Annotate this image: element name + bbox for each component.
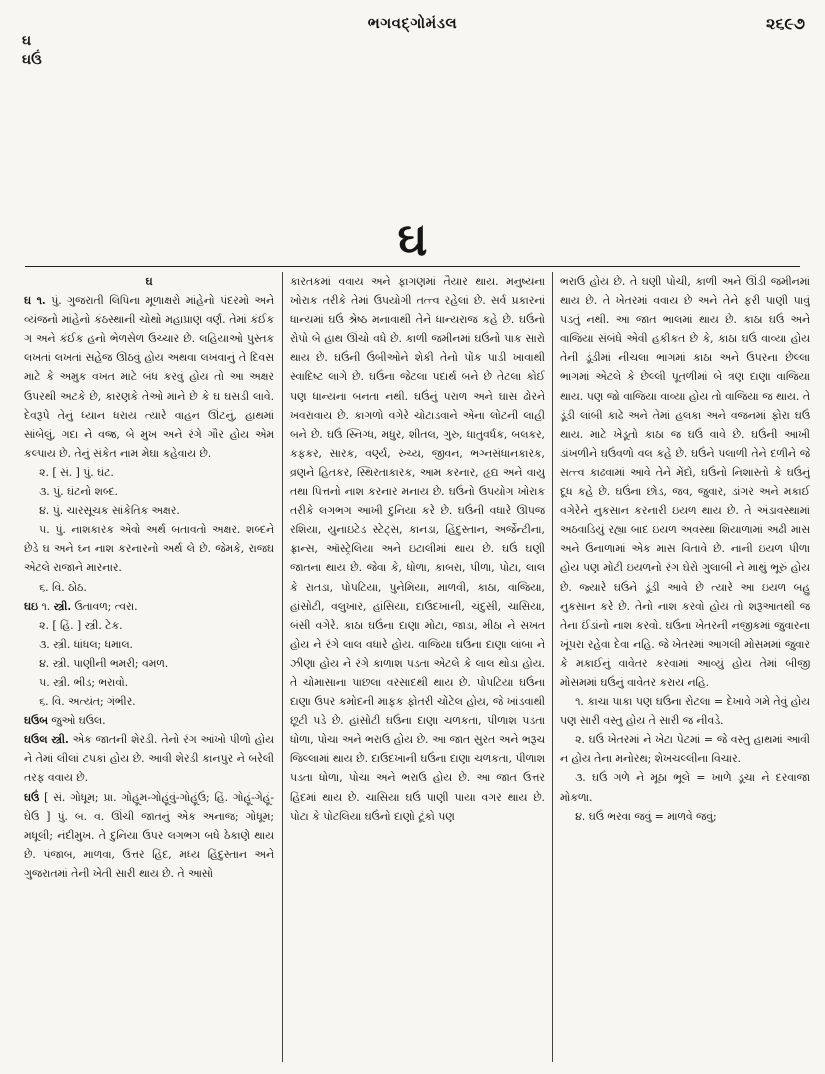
idiom-text: ઘઉં ગળે ને મૂઠા ભૂલે = ખાળે ડૂચા ને દરવાજા મોકળા.	[560, 771, 810, 804]
dictionary-entry	[24, 597, 274, 616]
sense-line	[24, 482, 274, 501]
sense-number: ૩.	[39, 485, 50, 499]
idiom-text: ઘઉં ભરવા જવું = માળવે જવું;	[588, 809, 717, 823]
idiom-number: ૧.	[575, 695, 584, 709]
sense-number: ૩.	[39, 637, 50, 651]
definition-text: જુઓ ઘઉલ.	[51, 714, 106, 728]
guide-word-first: ઘ	[22, 33, 32, 49]
sense-line	[24, 616, 274, 635]
dictionary-entry	[24, 788, 274, 883]
dictionary-entry	[24, 291, 274, 463]
definition-text: વિ. ઠોઠ.	[52, 580, 87, 594]
idiom-text: કાચા પાકા પણ ઘઉંના રોટલા = દેખાવે ગમે તેવું હોય પણ સારી વસ્તુ હોય તે સારી જ નીવડે.	[560, 695, 810, 728]
sense-line	[24, 520, 274, 577]
sense-line	[24, 654, 274, 673]
top-rule	[25, 266, 800, 267]
headword: ઘ	[24, 294, 32, 308]
definition-text: ગુજરાતી લિપિના મૂળાક્ષરો માંહેનો પંદરમો અને વ્યંજનો માંહેનો કંઠસ્થાની ચોથો મહાપ્રાણ વર્ણ. તેમાં કંઈક ગ અને કંઈક હનો ભેળસેળ ઉચ્ચાર છે. લહિયાઓ પુસ્તક લખતાં લખતાં સહેજ ઊઠવું હોય અથવા લખવાનું તે દિવસ માટે કે અમુક વખત માટે બંધ કરવું હોય તો આ અક્ષર ઉપરથી અટકે છે, કારણકે તેઓ માને છે કે ઘ ઘસડી લાવે. દેવરૂપે તેનું ધ્યાન ધરાય ત્યારે વાહન ઊંટનું, હાથમાં સાંબેલું, ગદા ને વજ્ર, બે મુખ અને રંગે ગૌર હોય એમ કલ્પાય છે. તેનું સંકેત નામ મેઘા કહેવાય છે.	[24, 294, 274, 460]
guide-word-last: ઘઉં	[22, 52, 42, 68]
sense-number: ૧.	[41, 599, 51, 613]
column-heading: ઘ	[145, 275, 153, 288]
definition-text: [ હિં. ] સ્ત્રી. ટેક.	[52, 618, 123, 632]
page-number: ૨૬૯૭	[766, 14, 805, 33]
sense-number: ૨.	[39, 465, 49, 479]
sense-number: ૧.	[36, 294, 46, 308]
dictionary-entry	[24, 711, 274, 730]
grammar-label: પું.	[51, 294, 62, 308]
sense-line	[24, 501, 274, 520]
definition-text: ઉતાવળ; ત્વરા.	[74, 599, 138, 613]
definition-text: સ્ત્રી. ધાંધલ; ધમાલ.	[53, 637, 133, 651]
idiom-number: ૨.	[575, 733, 585, 747]
section-letter-heading: ઘ	[397, 212, 428, 266]
definition-continuation: ભરાઉ હોય છે. તે ઘણી પોચી, કાળી અને ઊંડી જમીનમાં થાય છે. તે ખેતરમાં વવાય છે અને તેને ફરી પાણી પાવું પડતું નથી. આ જાત ભાલમાં થાય છે. કાઠા ઘઉં અને વાજિયા સંબંધે એવી હકીકત છે કે, કાઠા ઘઉં વાવ્યા હોય તેની ડૂંડીમાં નીચલા ભાગમાં કાઠા અને ઉપરના છેલ્લા ભાગમાં એટલે કે છેલ્લી પૂતળીમાં બે ત્રણ દાણા વાજિયા થાય. પણ જો વાજિયા વાવ્યા હોય તો વાજિયા જ થાય. તે ડૂંડી લાંબી કાઢે અને તેમાં હલકા અને વજનમાં ફોરા ઘઉં થાય. માટે ખેડૂતો કાઠા જ ઘઉં વાવે છે. ઘઉંની આખી ડાંખળીને ઘઉંવળો વલ કહે છે. ઘઉંને પલાળી તેને દળીને જે સત્ત્વ કાઢવામાં આવે તેને મેંદો, ઘઉંનો નિશાસ્તો કે ઘઉંનું દૂધ કહે છે. ઘઉંના છોડ, જવ, જુવાર, ડાંગર અને મકાઈ વગેરેને નુકસાન કરનારી ઇયળ થાય છે. તે અંડાવસ્થામાં અઠવાડિયું રહ્યા બાદ ઇયળ અવસ્થા શિયાળામાં અઢી માસ અને ઉનાળામાં એક માસ વિતાવે છે. નાની ઇયળ પીળા હોય પણ મોટી ઇયળનો રંગ ઘેરો ગુલાબી ને માથું ભૂરું હોય છે. જ્યારે ઘઉંને ડૂંડી આવે છે ત્યારે આ ઇયળ બહુ નુકસાન કરે છે. તેનો નાશ કરવો હોય તો શરૂઆતથી જ તેના ઈંડાંનો નાશ કરવો. ઘઉંના ખેતરની નજીકમાં જુવારના ખૂંપરા રહેવા દેવા નહિ. જે ખેતરમાં આગલી મોસમમાં જુવાર કે મકાઈનું વાવેતર કરવામાં આવ્યું હોય તેમાં બીજી મોસમમાં ઘઉંનું વાવેતર કરાય નહિ.	[560, 275, 810, 689]
definition-text: એક જાતની શેરડી. તેનો રંગ આંખો પીળો હોય ને તેમાં લીલાં ટપકાં હોય છે. આવી શેરડી કાનપુર ને બરેલી તરફ વવાય છે.	[24, 733, 274, 785]
sense-line	[24, 692, 274, 711]
sense-number: ૪.	[39, 656, 50, 670]
grammar-label: સ્ત્રી.	[53, 599, 72, 613]
column-divider	[552, 272, 553, 1062]
sense-line	[24, 463, 274, 482]
headword: ઘઉં	[24, 790, 40, 804]
definition-text: પું. ઘંટનો શબ્દ.	[53, 485, 118, 499]
definition-text: પું. નાશકારક એવો અર્થ બતાવતો અક્ષર. શબ્દને છેડે ઘ અને ઘ્ન નાશ કરનારનો અર્થ લે છે. જેમકે, રાજઘ એટલે રાજાને મારનાર.	[24, 523, 274, 575]
sense-number: ૪.	[39, 504, 50, 518]
sense-number: ૬.	[39, 695, 49, 709]
sense-number: ૬.	[39, 580, 49, 594]
idiom-number: ૩.	[575, 771, 586, 785]
definition-text: વિ. અત્યંત; ગંભીર.	[52, 695, 136, 709]
definition-continuation: કારતકમાં વવાય અને ફાગણમાં તૈયાર થાય. મનુષ્યના ખોરાક તરીકે તેમાં ઉપયોગી તત્ત્વ રહેલાં છે. સર્વ પ્રકારનાં ધાન્યમાં ઘઉં શ્રેષ્ઠ મનાવાથી તેને ધાન્યરાજ કહે છે. ઘઉંનો રોપો બે હાથ ઊંચો વધે છે. કાળી જમીનમાં ઘઉંનો પાક સારો થાય છે. ઘઉંની ઉંબીઓને શેકી તેનો પોંક પાડી ખાવાથી સ્વાદિષ્ટ લાગે છે. ઘઉંના જેટલા પદાર્થ બને છે તેટલા કોઈ પણ ધાન્યના બનતા નથી. ઘઉંનું પરાળ અને ઘાસ ઢોરને ખવરાવાય છે. કાગળો વગેરે ચોટાડવાને એના લોટની લાહી બને છે. ઘઉં સ્નિગ્ધ, મધુર, શીતલ, ગુરુ, ધાતુવર્ધક, બલકર, કફકર, સારક, વર્ણ્ય, રુચ્ય, જીવન, ભગ્નસંધાનકારક, વ્રણને હિતકર, સ્થિરતાકારક, આમ કરનાર, હૃદ્ય અને વાયુ તથા પિત્તનો નાશ કરનાર મનાય છે. ઘઉંનો ઉપયોગ ખોરાક તરીકે લગભગ આખી દુનિયા કરે છે. ઘઉંની વધારે ઊપજ રશિયા, યુનાઇટેડ સ્ટેટ્સ, કાનડા, હિંદુસ્તાન, અર્જેન્ટીના, ફ્રાન્સ, ઑસ્ટ્રેલિયા અને ઇટાલીમાં થાય છે. ઘઉં ઘણી જાતના થાય છે. જેવા કે, ધોળા, કાબરા, પીળા, પોટા, લાલ કે રાતડા, પોપટિયા, પુનેમિયા, માળવી, કાઠા, વાજિયા, હાંસોટી, વલુખાર, હાંસિયા, દાઉદખાની, ચંદુસી, ચાસિયા, બંસી વગેરે. કાઠા ઘઉંના દાણા મોટા, જાડા, મીઠા ને સખત હોય ને રંગે લાલ વધારે હોય. વાજિયા ઘઉંના દાણા લાંબા ને ઝીણા હોય ને રંગે કાળાશ પડતા એટલે કે લાલ થોડા હોય. તે ચોમાસાના પાછલા વરસાદથી થાય છે. પોપટિયા ઘઉંના દાણા ઉપર કમોદની માફક ફોતરી ચોંટેલ હોય, જે ખાંડવાથી છૂટી પડે છે. હાંસોટી ઘઉંના દાણા ચળકતા, પીળાશ પડતા ધોળા, પોચા અને ભરાઉ હોય છે. આ જાત સુરત અને ભરૂચ જિલ્લામાં થાય છે. દાઉદખાની ઘઉંના દાણા ચળકતા, પીળાશ પડતા ધોળા, પોચા અને ભરાઉ હોય છે. આ જાત ઉત્તર હિંદમાં થાય છે. ચાસિયા ઘઉં પાણી પાયા વગર થાય છે. પોટા કે પોટલિયા ઘઉંનો દાણો ટૂંકો પણ	[290, 275, 545, 823]
headword: ઘઇ	[24, 599, 38, 613]
sense-line	[24, 673, 274, 692]
sense-line	[24, 635, 274, 654]
column-1	[24, 272, 274, 1062]
headword: ઘઉલ	[24, 733, 48, 747]
definition-text: સ્ત્રી. પાણીની ભમરી; વમળ.	[52, 656, 169, 670]
column-2	[290, 272, 545, 1062]
definition-text: પું. ચારસૂચક સાંકેતિક અક્ષર.	[52, 504, 180, 518]
column-3	[560, 272, 810, 1062]
headword: ઘઉબ	[24, 714, 48, 728]
idiom-line	[560, 692, 810, 730]
sense-number: ૫.	[39, 675, 50, 689]
sense-number: ૫.	[39, 523, 50, 537]
idiom-text: ઘઉં ખેતરમાં ને ખેટા પેટમાં = જે વસ્તુ હાથમાં આવી ન હોય તેના મનોરથ; શેખચલ્લીના વિચાર.	[560, 733, 810, 766]
definition-text: [ સં. ] પું. ઘંટ.	[52, 465, 114, 479]
column-divider	[282, 272, 283, 1062]
idiom-line	[560, 807, 810, 826]
idiom-number: ૪.	[575, 809, 586, 823]
definition-text: [ સં. ગોધૂમ; પ્રા. ગોહૂમ-ગોહૂંવું-ગોહૂંઉં; હિં. ગોહૂં-ગેહૂં-ઘેઉ ] પું. બ. વ. ઊંચી જાતનું એક અનાજ; ગોધૂમ; મધૂલી; નંદીમુખ. તે દુનિયા ઉપર લગભગ બધે ઠેકાણે થાય છે. પંજાબ, માળવા, ઉત્તર હિંદ, મધ્ય હિંદુસ્તાન અને ગુજરાતમાં તેની ખેતી સારી થાય છે. તે આસો	[24, 790, 274, 880]
guide-words	[22, 32, 42, 70]
dictionary-entry	[24, 730, 274, 787]
sense-line	[24, 578, 274, 597]
idiom-line	[560, 768, 810, 806]
grammar-label: સ્ત્રી.	[51, 733, 69, 747]
sense-number: ૨.	[39, 618, 49, 632]
idiom-line	[560, 730, 810, 768]
running-head-title: ભગવદ્ગોમંડલ	[367, 14, 458, 32]
definition-text: સ્ત્રી. ભીડ; ભરાવો.	[53, 675, 129, 689]
